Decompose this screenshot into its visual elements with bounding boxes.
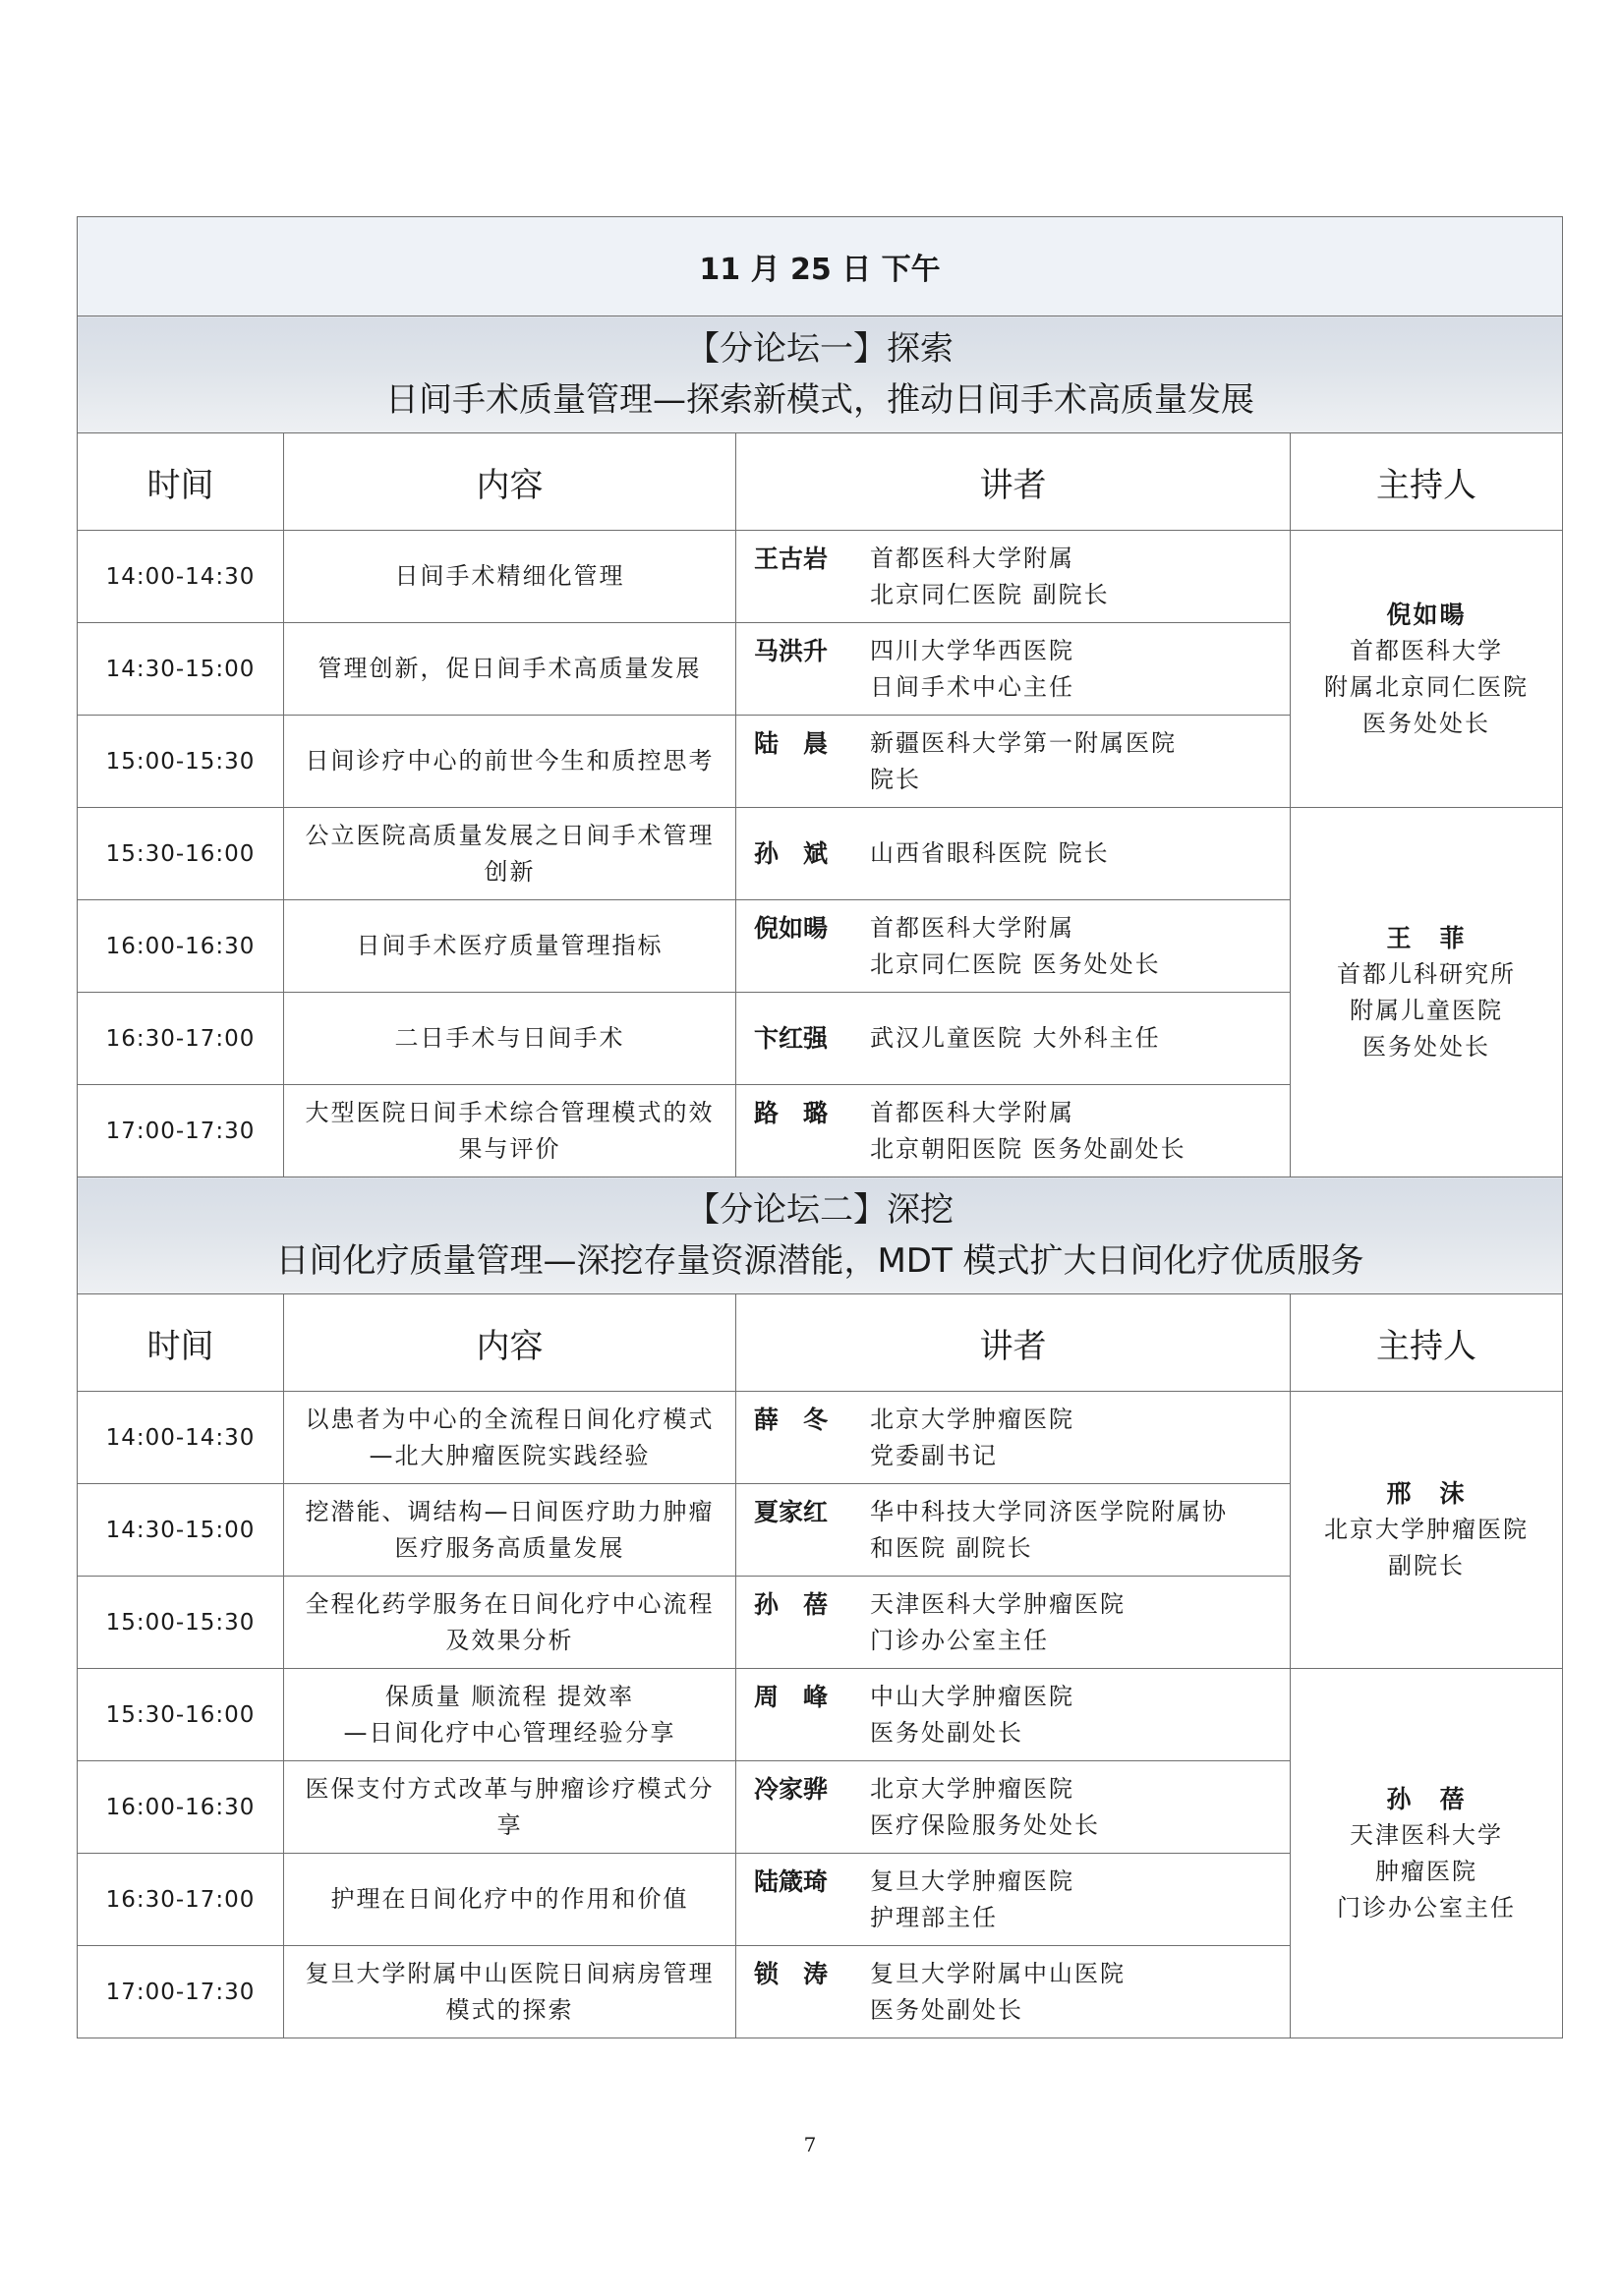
forum1-title-cell — [78, 316, 1563, 433]
speaker-affiliation: 北京大学肿瘤医院 党委副书记 — [870, 1405, 1074, 1469]
host-affiliation: 首都儿科研究所 附属儿童医院 医务处处长 — [1337, 959, 1517, 1061]
session-topic: 护理在日间化疗中的作用和价值 — [284, 1854, 736, 1946]
speaker-block — [736, 1771, 1290, 1844]
host-affiliation: 北京大学肿瘤医院 副院长 — [1324, 1516, 1530, 1579]
speaker-block — [736, 1956, 1290, 2029]
speaker-name: 卞红强 — [754, 1024, 829, 1053]
session-time: 16:30-17:00 — [78, 993, 284, 1085]
session-time: 15:00-15:30 — [78, 716, 284, 808]
session-topic: 以患者为中心的全流程日间化疗模式—北大肿瘤医院实践经验 — [284, 1392, 736, 1484]
speaker-affiliation: 复旦大学肿瘤医院 护理部主任 — [870, 1866, 1074, 1931]
table-row — [78, 531, 1563, 623]
speaker-cell — [736, 1761, 1291, 1854]
column-header-speaker: 讲者 — [736, 433, 1291, 531]
speaker-cell — [736, 993, 1291, 1085]
speaker-cell — [736, 900, 1291, 993]
session-time: 14:30-15:00 — [78, 623, 284, 716]
speaker-block — [736, 910, 1290, 983]
session-time: 16:30-17:00 — [78, 1854, 284, 1946]
session-time: 14:00-14:30 — [78, 1392, 284, 1484]
speaker-block — [736, 633, 1290, 706]
speaker-block — [736, 1679, 1290, 1751]
speaker-name: 陆箴琦 — [754, 1866, 829, 1896]
host-cell — [1291, 1669, 1563, 2038]
speaker-cell — [736, 531, 1291, 623]
session-topic: 挖潜能、调结构—日间医疗助力肿瘤医疗服务高质量发展 — [284, 1484, 736, 1577]
speaker-block — [736, 1494, 1290, 1567]
forum2-subtitle: 日间化疗质量管理—深挖存量资源潜能，MDT 模式扩大日间化疗优质服务 — [275, 1241, 1364, 1281]
speaker-name: 陆 晨 — [754, 728, 829, 758]
agenda-table — [77, 216, 1563, 2038]
speaker-cell — [736, 716, 1291, 808]
speaker-name: 孙 斌 — [754, 839, 829, 868]
speaker-cell — [736, 1669, 1291, 1761]
speaker-affiliation: 首都医科大学附属 北京同仁医院 医务处处长 — [870, 913, 1161, 978]
session-topic: 复旦大学附属中山医院日间病房管理模式的探索 — [284, 1946, 736, 2038]
column-header-time: 时间 — [78, 433, 284, 531]
speaker-affiliation: 四川大学华西医院 日间手术中心主任 — [870, 636, 1074, 701]
session-topic: 二日手术与日间手术 — [284, 993, 736, 1085]
speaker-cell — [736, 623, 1291, 716]
column-header-time: 时间 — [78, 1294, 284, 1392]
table-row — [78, 1669, 1563, 1761]
speaker-cell — [736, 1946, 1291, 2038]
host-name: 邢 沫 — [1386, 1479, 1467, 1508]
session-topic: 全程化药学服务在日间化疗中心流程及效果分析 — [284, 1577, 736, 1669]
speaker-block — [736, 725, 1290, 798]
session-time: 14:00-14:30 — [78, 531, 284, 623]
speaker-name: 周 峰 — [754, 1682, 829, 1711]
host-name: 孙 蓓 — [1386, 1784, 1467, 1813]
forum1-subtitle: 日间手术质量管理—探索新模式，推动日间手术高质量发展 — [385, 380, 1255, 420]
session-time: 15:30-16:00 — [78, 808, 284, 900]
host-cell — [1291, 808, 1563, 1177]
speaker-affiliation: 复旦大学附属中山医院 医务处副处长 — [870, 1959, 1126, 2024]
speaker-affiliation: 天津医科大学肿瘤医院 门诊办公室主任 — [870, 1589, 1126, 1654]
day-title: 11 月 25 日 下午 — [78, 217, 1563, 316]
table-row — [78, 1392, 1563, 1484]
speaker-cell — [736, 1392, 1291, 1484]
session-time: 16:00-16:30 — [78, 900, 284, 993]
speaker-block — [736, 541, 1290, 613]
forum1-title: 【分论坛一】探索 — [686, 329, 955, 369]
session-time: 14:30-15:00 — [78, 1484, 284, 1577]
speaker-block — [736, 1095, 1290, 1168]
speaker-affiliation: 华中科技大学同济医学院附属协 和医院 副院长 — [870, 1497, 1228, 1562]
column-header-content: 内容 — [284, 433, 736, 531]
speaker-cell — [736, 1085, 1291, 1177]
speaker-cell — [736, 1484, 1291, 1577]
speaker-cell — [736, 808, 1291, 900]
speaker-name: 薛 冬 — [754, 1405, 829, 1434]
host-name: 王 菲 — [1386, 923, 1467, 952]
speaker-name: 王古岩 — [754, 544, 829, 573]
speaker-affiliation: 新疆医科大学第一附属医院 院长 — [870, 728, 1177, 793]
host-cell — [1291, 531, 1563, 808]
speaker-affiliation: 首都医科大学附属 北京朝阳医院 医务处副处长 — [870, 1098, 1186, 1163]
speaker-cell — [736, 1854, 1291, 1946]
speaker-affiliation: 武汉儿童医院 大外科主任 — [870, 1024, 1161, 1052]
column-header-content: 内容 — [284, 1294, 736, 1392]
column-header-host: 主持人 — [1291, 1294, 1563, 1392]
session-time: 15:00-15:30 — [78, 1577, 284, 1669]
speaker-block — [736, 1020, 1290, 1057]
speaker-name: 孙 蓓 — [754, 1589, 829, 1619]
speaker-name: 倪如暘 — [754, 913, 829, 943]
speaker-name: 夏家红 — [754, 1497, 829, 1526]
speaker-block — [736, 1864, 1290, 1936]
host-cell — [1291, 1392, 1563, 1669]
speaker-cell — [736, 1577, 1291, 1669]
session-topic: 医保支付方式改革与肿瘤诊疗模式分享 — [284, 1761, 736, 1854]
speaker-affiliation: 山西省眼科医院 院长 — [870, 839, 1110, 867]
speaker-affiliation: 中山大学肿瘤医院 医务处副处长 — [870, 1682, 1074, 1747]
session-topic: 公立医院高质量发展之日间手术管理创新 — [284, 808, 736, 900]
session-topic: 保质量 顺流程 提效率 —日间化疗中心管理经验分享 — [284, 1669, 736, 1761]
host-affiliation: 天津医科大学 肿瘤医院 门诊办公室主任 — [1337, 1820, 1517, 1922]
speaker-name: 马洪升 — [754, 636, 829, 665]
column-header-speaker: 讲者 — [736, 1294, 1291, 1392]
session-topic: 日间手术精细化管理 — [284, 531, 736, 623]
host-name: 倪如暘 — [1386, 600, 1467, 629]
speaker-name: 冷家骅 — [754, 1774, 829, 1804]
forum2-title: 【分论坛二】深挖 — [686, 1190, 955, 1230]
session-time: 16:00-16:30 — [78, 1761, 284, 1854]
speaker-name: 锁 涛 — [754, 1959, 829, 1988]
column-header-host: 主持人 — [1291, 433, 1563, 531]
session-topic: 大型医院日间手术综合管理模式的效果与评价 — [284, 1085, 736, 1177]
session-time: 17:00-17:30 — [78, 1946, 284, 2038]
session-time: 17:00-17:30 — [78, 1085, 284, 1177]
host-affiliation: 首都医科大学 附属北京同仁医院 医务处处长 — [1324, 636, 1530, 737]
session-time: 15:30-16:00 — [78, 1669, 284, 1761]
speaker-affiliation: 首都医科大学附属 北京同仁医院 副院长 — [870, 544, 1110, 608]
forum2-title-cell — [78, 1177, 1563, 1294]
session-topic: 日间诊疗中心的前世今生和质控思考 — [284, 716, 736, 808]
speaker-name: 路 璐 — [754, 1098, 829, 1127]
speaker-affiliation: 北京大学肿瘤医院 医疗保险服务处处长 — [870, 1774, 1100, 1839]
session-topic: 管理创新，促日间手术高质量发展 — [284, 623, 736, 716]
table-row — [78, 808, 1563, 900]
session-topic: 日间手术医疗质量管理指标 — [284, 900, 736, 993]
page-number: 7 — [803, 2133, 817, 2156]
speaker-block — [736, 1402, 1290, 1474]
speaker-block — [736, 1586, 1290, 1659]
speaker-block — [736, 835, 1290, 872]
